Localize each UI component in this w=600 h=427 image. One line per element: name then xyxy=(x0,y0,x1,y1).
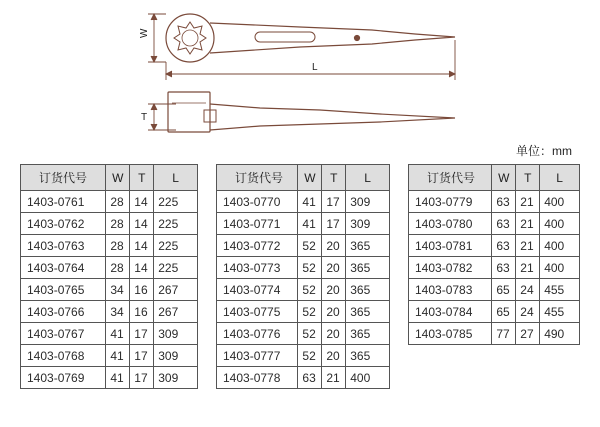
header-w: W xyxy=(106,165,130,191)
cell-t: 20 xyxy=(322,301,346,323)
cell-w: 52 xyxy=(298,323,322,345)
cell-l: 225 xyxy=(154,235,198,257)
cell-t: 14 xyxy=(130,257,154,279)
cell-order-code: 1403-0777 xyxy=(217,345,298,367)
spec-table-2 xyxy=(216,164,390,389)
spec-table-3 xyxy=(408,164,580,345)
cell-l: 365 xyxy=(346,257,390,279)
cell-t: 24 xyxy=(516,279,540,301)
header-order-code: 订货代号 xyxy=(409,165,492,191)
table-row xyxy=(217,257,390,279)
cell-l: 309 xyxy=(154,323,198,345)
header-w: W xyxy=(298,165,322,191)
cell-l: 225 xyxy=(154,257,198,279)
cell-l: 225 xyxy=(154,191,198,213)
cell-l: 309 xyxy=(154,367,198,389)
cell-order-code: 1403-0772 xyxy=(217,235,298,257)
cell-order-code: 1403-0768 xyxy=(21,345,106,367)
cell-order-code: 1403-0761 xyxy=(21,191,106,213)
table-row xyxy=(409,301,580,323)
cell-order-code: 1403-0781 xyxy=(409,235,492,257)
cell-l: 455 xyxy=(540,301,580,323)
cell-t: 20 xyxy=(322,279,346,301)
cell-l: 400 xyxy=(540,257,580,279)
table-header-row xyxy=(217,165,390,191)
cell-l: 365 xyxy=(346,323,390,345)
table-row xyxy=(217,301,390,323)
cell-t: 20 xyxy=(322,323,346,345)
cell-w: 65 xyxy=(492,301,516,323)
cell-w: 63 xyxy=(298,367,322,389)
header-t: T xyxy=(516,165,540,191)
cell-order-code: 1403-0774 xyxy=(217,279,298,301)
table-row xyxy=(217,191,390,213)
table-row xyxy=(21,345,198,367)
cell-w: 41 xyxy=(106,367,130,389)
cell-t: 20 xyxy=(322,235,346,257)
dim-l-label: L xyxy=(312,62,318,73)
dim-t-label: T xyxy=(141,112,148,123)
table-row xyxy=(21,301,198,323)
cell-l: 365 xyxy=(346,345,390,367)
table-row xyxy=(409,213,580,235)
table-row xyxy=(21,213,198,235)
table-row xyxy=(21,257,198,279)
cell-order-code: 1403-0765 xyxy=(21,279,106,301)
cell-w: 34 xyxy=(106,279,130,301)
cell-order-code: 1403-0769 xyxy=(21,367,106,389)
cell-l: 225 xyxy=(154,213,198,235)
cell-order-code: 1403-0766 xyxy=(21,301,106,323)
table-row xyxy=(21,367,198,389)
cell-t: 20 xyxy=(322,345,346,367)
cell-l: 309 xyxy=(154,345,198,367)
cell-order-code: 1403-0770 xyxy=(217,191,298,213)
header-order-code: 订货代号 xyxy=(217,165,298,191)
table-row xyxy=(409,257,580,279)
cell-w: 28 xyxy=(106,213,130,235)
cell-l: 309 xyxy=(346,213,390,235)
unit-label: 单位：mm xyxy=(516,144,572,158)
wrench-drawing xyxy=(0,0,600,140)
table-row xyxy=(21,191,198,213)
cell-t: 16 xyxy=(130,279,154,301)
cell-l: 309 xyxy=(346,191,390,213)
cell-w: 77 xyxy=(492,323,516,345)
cell-w: 52 xyxy=(298,279,322,301)
cell-t: 17 xyxy=(130,345,154,367)
cell-t: 20 xyxy=(322,257,346,279)
cell-w: 52 xyxy=(298,301,322,323)
cell-l: 400 xyxy=(540,191,580,213)
table-row xyxy=(217,367,390,389)
cell-order-code: 1403-0785 xyxy=(409,323,492,345)
cell-t: 14 xyxy=(130,191,154,213)
cell-t: 21 xyxy=(516,191,540,213)
cell-t: 21 xyxy=(322,367,346,389)
cell-order-code: 1403-0771 xyxy=(217,213,298,235)
cell-l: 400 xyxy=(540,235,580,257)
cell-l: 365 xyxy=(346,301,390,323)
table-row xyxy=(217,213,390,235)
cell-order-code: 1403-0764 xyxy=(21,257,106,279)
table-row xyxy=(409,191,580,213)
cell-l: 455 xyxy=(540,279,580,301)
table-row xyxy=(409,235,580,257)
table-row xyxy=(21,235,198,257)
cell-t: 21 xyxy=(516,213,540,235)
table-row xyxy=(21,323,198,345)
cell-order-code: 1403-0782 xyxy=(409,257,492,279)
wrench-top-view xyxy=(166,14,455,62)
table-header-row xyxy=(409,165,580,191)
table-row xyxy=(409,279,580,301)
header-l: L xyxy=(154,165,198,191)
cell-order-code: 1403-0779 xyxy=(409,191,492,213)
dim-w-label: W xyxy=(139,28,150,38)
cell-w: 41 xyxy=(298,213,322,235)
cell-order-code: 1403-0778 xyxy=(217,367,298,389)
cell-t: 24 xyxy=(516,301,540,323)
cell-t: 21 xyxy=(516,235,540,257)
table-row xyxy=(217,279,390,301)
cell-order-code: 1403-0783 xyxy=(409,279,492,301)
cell-l: 365 xyxy=(346,279,390,301)
cell-t: 17 xyxy=(322,191,346,213)
table-row xyxy=(217,235,390,257)
cell-w: 41 xyxy=(106,323,130,345)
cell-t: 27 xyxy=(516,323,540,345)
header-l: L xyxy=(346,165,390,191)
cell-t: 17 xyxy=(130,323,154,345)
table-row xyxy=(217,323,390,345)
cell-t: 17 xyxy=(322,213,346,235)
cell-l: 400 xyxy=(540,213,580,235)
header-order-code: 订货代号 xyxy=(21,165,106,191)
cell-order-code: 1403-0784 xyxy=(409,301,492,323)
cell-w: 65 xyxy=(492,279,516,301)
cell-order-code: 1403-0780 xyxy=(409,213,492,235)
cell-t: 14 xyxy=(130,235,154,257)
cell-w: 28 xyxy=(106,235,130,257)
cell-order-code: 1403-0773 xyxy=(217,257,298,279)
table-row xyxy=(217,345,390,367)
cell-t: 16 xyxy=(130,301,154,323)
cell-l: 490 xyxy=(540,323,580,345)
cell-t: 14 xyxy=(130,213,154,235)
cell-t: 21 xyxy=(516,257,540,279)
cell-w: 52 xyxy=(298,257,322,279)
table-row xyxy=(21,279,198,301)
cell-w: 28 xyxy=(106,257,130,279)
cell-w: 52 xyxy=(298,345,322,367)
cell-w: 63 xyxy=(492,257,516,279)
cell-w: 63 xyxy=(492,191,516,213)
cell-l: 365 xyxy=(346,235,390,257)
cell-w: 28 xyxy=(106,191,130,213)
header-t: T xyxy=(322,165,346,191)
table-row xyxy=(409,323,580,345)
header-t: T xyxy=(130,165,154,191)
cell-order-code: 1403-0767 xyxy=(21,323,106,345)
wrench-side-view xyxy=(168,92,455,132)
cell-t: 17 xyxy=(130,367,154,389)
dimension-t xyxy=(148,104,176,130)
cell-l: 267 xyxy=(154,301,198,323)
cell-w: 63 xyxy=(492,213,516,235)
table-header-row xyxy=(21,165,198,191)
header-l: L xyxy=(540,165,580,191)
cell-order-code: 1403-0762 xyxy=(21,213,106,235)
header-w: W xyxy=(492,165,516,191)
cell-order-code: 1403-0763 xyxy=(21,235,106,257)
cell-w: 34 xyxy=(106,301,130,323)
dimension-w xyxy=(148,14,166,62)
cell-l: 267 xyxy=(154,279,198,301)
cell-l: 400 xyxy=(346,367,390,389)
cell-w: 41 xyxy=(298,191,322,213)
cell-order-code: 1403-0775 xyxy=(217,301,298,323)
cell-w: 41 xyxy=(106,345,130,367)
cell-order-code: 1403-0776 xyxy=(217,323,298,345)
spec-table-1 xyxy=(20,164,198,389)
cell-w: 52 xyxy=(298,235,322,257)
cell-w: 63 xyxy=(492,235,516,257)
